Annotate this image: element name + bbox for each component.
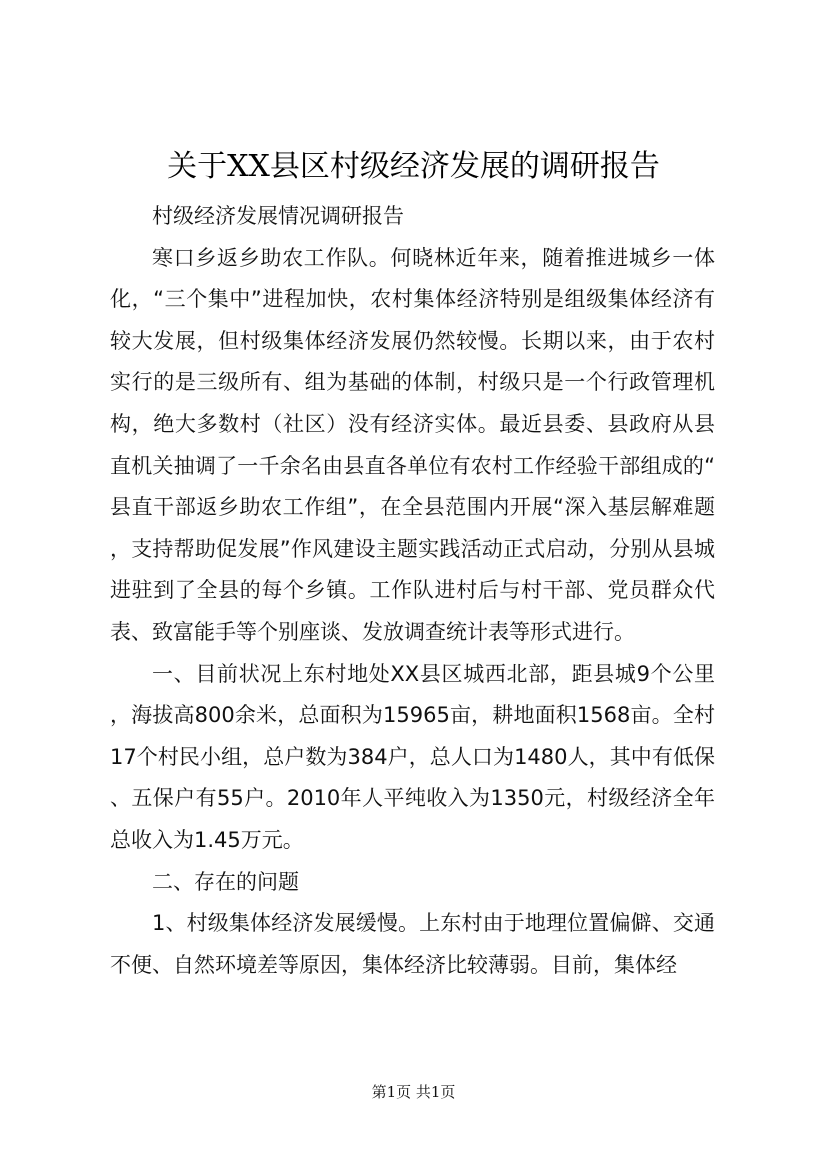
document-title: 关于XX县区村级经济发展的调研报告 — [167, 149, 660, 184]
intro-paragraph: 寒口乡返乡助农工作队。何晓林近年来，随着推进城乡一体化，“三个集中”进程加快，农村集体经济特别是组级集体经济有较大发展，但村级集体经济发展仍然较慢。长期以来，由于农村实行的是三级所有、组为基础的体制，村级只是一个行政管理机构，绝大多数村（社区）没有经济实体。最近县委、县政府从县直机关抽调了一千余名由县直各单位有农村工作经验干部组成的“县直干部返乡助农工作组”，在全县范围内开展“深入基层解难题，支持帮助促发展”作风建设主题实践活动正式启动，分别从县城进驻到了全县的每个乡镇。工作队进村后与村干部、党员群众代表、致富能手等个别座谈、发放调查统计表等形式进行。 — [110, 245, 715, 644]
subtitle-paragraph: 村级经济发展情况调研报告 — [152, 204, 404, 228]
document-body — [110, 196, 715, 986]
section-heading-problems: 二、存在的问题 — [152, 869, 299, 894]
page-footer: 第1页 共1页 — [371, 1083, 456, 1101]
current-status-paragraph: 一、目前状况上东村地处XX县区城西北部，距县城9个公里，海拔高800余米，总面积为15965亩，耕地面积1568亩。全村17个村民小组，总户数为384户，总人口为1480人，其中有低保、五保户有55户。2010年人平纯收入为1350元，村级经济全年总收入为1.45万元。 — [110, 661, 715, 852]
problem-1-paragraph: 1、村级集体经济发展缓慢。上东村由于地理位置偏僻、交通不便、自然环境差等原因，集体经济比较薄弱。目前，集体经 — [110, 911, 715, 977]
